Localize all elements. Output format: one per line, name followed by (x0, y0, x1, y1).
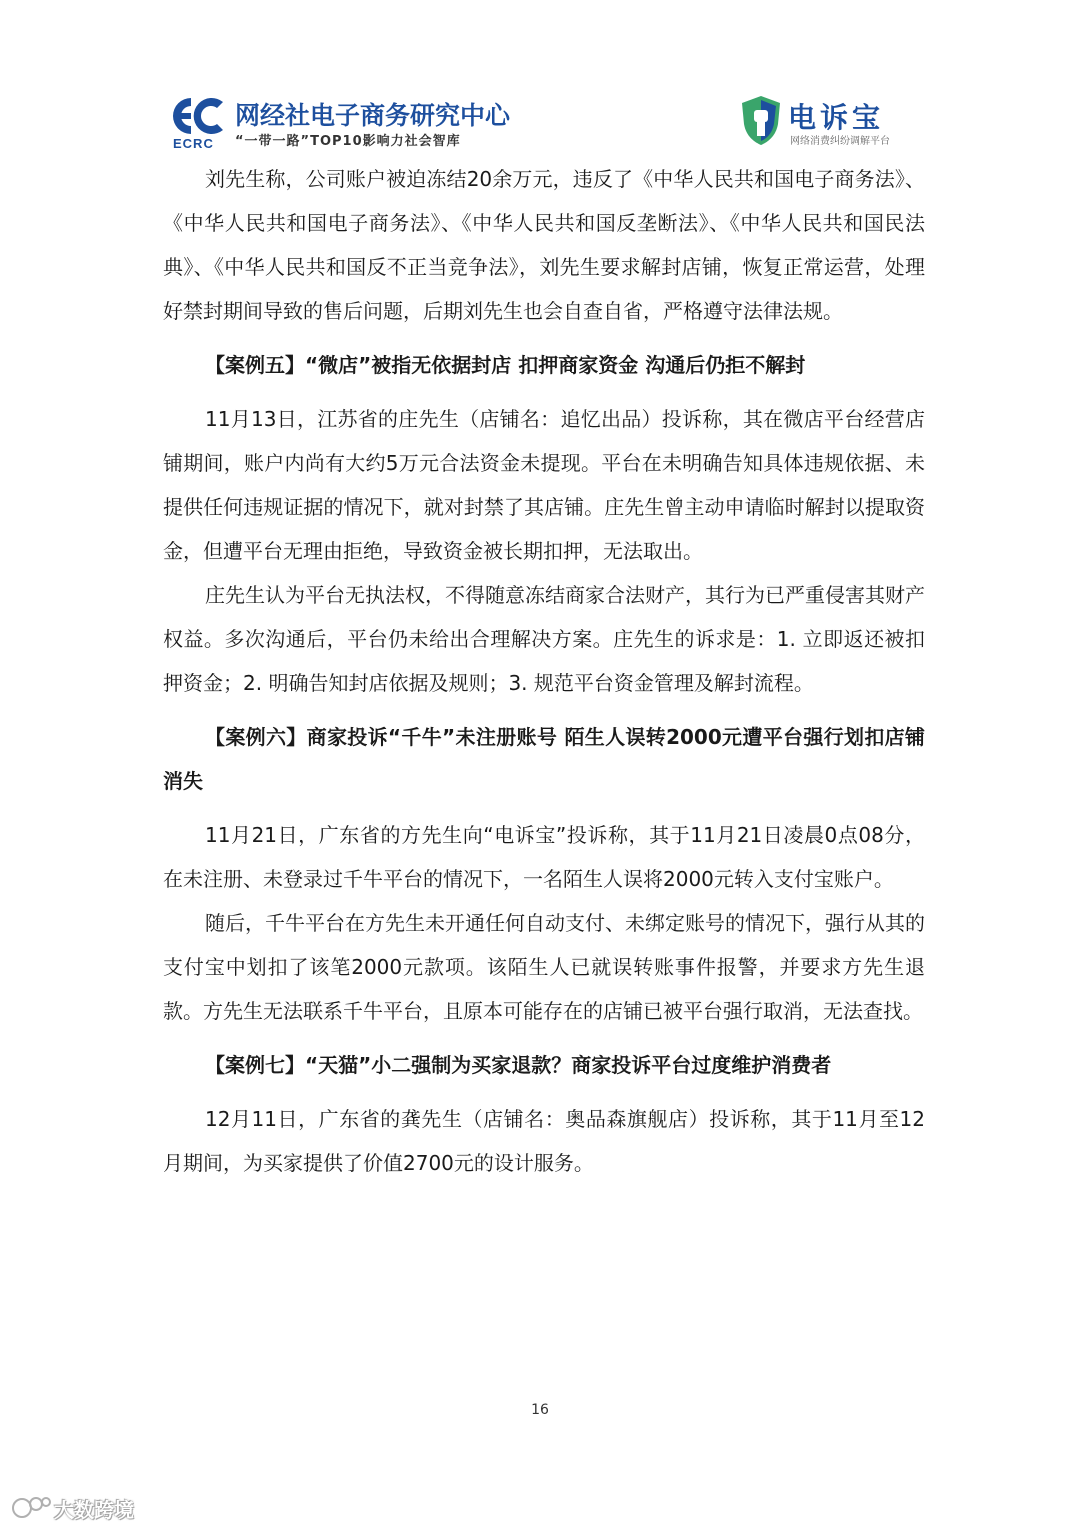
page-header (0, 0, 1080, 160)
case-heading: 【案例六】商家投诉“千牛”未注册账号 陌生人误转2000元遭平台强行划扣店铺消失 (163, 725, 925, 793)
org-name: 网经社电子商务研究中心 (235, 101, 511, 130)
paragraph: 12月11日，广东省的龚先生（店铺名：奥品森旗舰店）投诉称，其于11月至12月期间，为买家提供了价值2700元的设计服务。 (163, 1107, 925, 1175)
paragraph: 随后，千牛平台在方先生未开通任何自动支付、未绑定账号的情况下，强行从其的支付宝中划扣了该笔2000元款项。该陌生人已就误转账事件报警，并要求方先生退款。方先生无法联系千牛平台，且原本可能存在的店铺已被平台强行取消，无法查找。 (163, 911, 925, 1023)
dianshubao-logo (740, 94, 910, 150)
paragraph: 庄先生认为平台无执法权，不得随意冻结商家合法财产，其行为已严重侵害其财产权益。多次沟通后，平台仍未给出合理解决方案。庄先生的诉求是：1. 立即返还被扣押资金；2. 明确告知封店依据及规则；3. 规范平台资金管理及解封流程。 (163, 583, 925, 695)
paragraph: 刘先生称，公司账户被迫冻结20余万元，违反了《中华人民共和国电子商务法》、《中华人民共和国电子商务法》、《中华人民共和国反垄断法》、《中华人民共和国民法典》、《中华人民共和国反不正当竞争法》，刘先生要求解封店铺，恢复正常运营，处理好禁封期间导致的售后问题，后期刘先生也会自查自省，严格遵守法律法规。 (163, 167, 925, 323)
page-number: 16 (531, 1402, 549, 1418)
ec-logo-icon (165, 94, 229, 138)
org-slogan: “一带一路”TOP10影响力社会智库 (235, 134, 461, 149)
case-heading: 【案例七】“天猫”小二强制为买家退款？商家投诉平台过度维护消费者 (205, 1053, 832, 1077)
brand-name: 电诉宝 (788, 101, 885, 134)
brand-tagline: 网络消费纠纷调解平台 (790, 136, 890, 147)
shield-fist-icon (740, 94, 782, 146)
ecrc-abbr: ECRC (173, 136, 214, 151)
ecrc-logo (165, 92, 510, 154)
watermark-text: 大数跨境 (54, 1498, 134, 1522)
case-heading: 【案例五】“微店”被指无依据封店 扣押商家资金 沟通后仍拒不解封 (205, 353, 806, 377)
paragraph: 11月21日，广东省的方先生向“电诉宝”投诉称，其于11月21日凌晨0点08分，在未注册、未登录过千牛平台的情况下，一名陌生人误将2000元转入支付宝账户。 (163, 823, 925, 891)
document-body (163, 157, 925, 1185)
watermark-logo-icon (10, 1494, 54, 1520)
watermark (10, 1492, 160, 1522)
paragraph: 11月13日，江苏省的庄先生（店铺名：追忆出品）投诉称，其在微店平台经营店铺期间，账户内尚有大约5万元合法资金未提现。平台在未明确告知具体违规依据、未提供任何违规证据的情况下，就对封禁了其店铺。庄先生曾主动申请临时解封以提取资金，但遭平台无理由拒绝，导致资金被长期扣押，无法取出。 (163, 407, 925, 563)
